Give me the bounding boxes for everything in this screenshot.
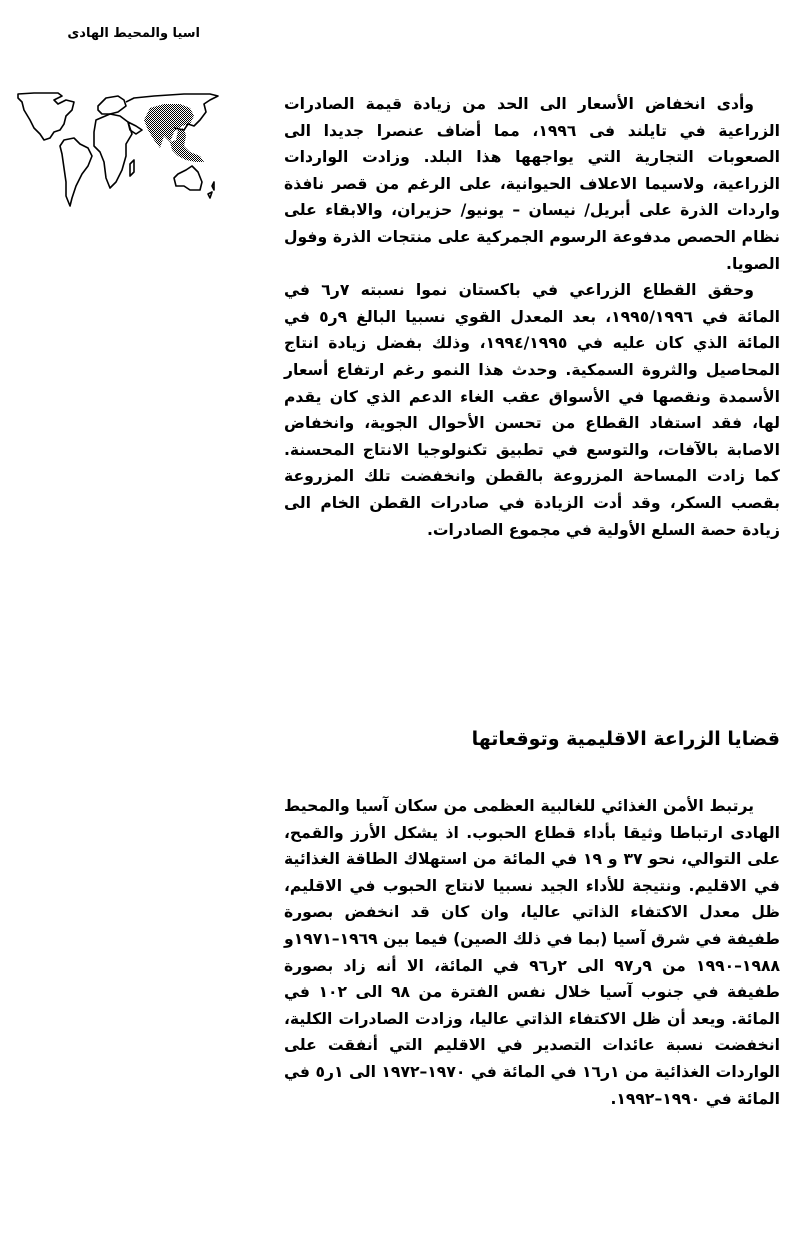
world-map-icon	[14, 90, 226, 230]
madagascar-outline	[130, 160, 134, 176]
africa-outline	[94, 114, 132, 188]
paragraph-food-security: يرتبط الأمن الغذائي للغالبية العظمى من سكان آسيا والمحيط الهادى ارتباطا وثيقا بأداء قطاع الحبوب. اذ يشكل الأرز والقمح، على التوالي، نحو ٣٧ و ١٩ في المائة من استهلاك الطاقة الغذائية في الاقليم. ونتيجة للأداء الجيد نسبيا لانتاج الحبوب في الاقليم، ظل معدل الاكتفاء الذاتي عاليا، وان كان قد انخفض بصورة طفيفة في شرق آسيا (بما في ذلك الصين) فيما بين ١٩٦٩–١٩٧١و ١٩٨٨–١٩٩٠ من ٩ر٩٧ الى ٢ر٩٦ في المائة، الا أنه زاد بصورة طفيفة في جنوب آسيا خلال نفس الفترة من ٩٨ الى ١٠٢ في المائة. ويعد أن ظل الاكتفاء الذاتي عاليا، وزادت الصادرات الكلية، انخفضت نسبة عائدات التصدير في الاقليم التي أنفقت على الواردات الغذائية من ١ر١٦ في المائة في ١٩٧٠–١٩٧٢ الى ١ر٥ في المائة في ١٩٩٠–١٩٩٢.	[284, 797, 780, 1108]
new-zealand-outline	[208, 182, 214, 198]
arabia-outline	[128, 122, 142, 134]
south-america-outline	[60, 138, 92, 206]
europe-outline	[98, 96, 126, 114]
paragraph-thailand-exports: وأدى انخفاض الأسعار الى الحد من زيادة قيمة الصادرات الزراعية في تايلند فى ١٩٩٦، مما أضاف عنصرا جديدا الى الصعوبات التجارية التي يواجهها هذا البلد. وزادت الواردات الزراعية، ولاسيما الاعلاف الحيوانية، على الرغم من قصر نافذة واردات الذرة على أبريل/ نيسان – يونيو/ حزيران، والابقاء على نظام الحصص مدفوعة الرسوم الجمركية على منتجات الذرة وفول الصويا.	[284, 95, 780, 273]
body-text-section-2	[284, 793, 780, 1112]
paragraph-pakistan-agriculture: وحقق القطاع الزراعي في باكستان نموا نسبته ٧ر٦ في المائة في ١٩٩٥/١٩٩٦، بعد المعدل القوي نسبيا البالغ ٩ر٥ في المائة الذي كان عليه في ١٩٩٤/١٩٩٥، وذلك بفضل زيادة انتاج المحاصيل والثروة السمكية. وحدث هذا النمو رغم ارتفاع أسعار الأسمدة ونقصها في الأسواق عقب الغاء الدعم الذي كان يقدم لها، فقد استفاد القطاع من تحسن الأحوال الجوية، وانخفاض الاصابة بالآفات، والتوسع في تطبيق تكنولوجيا الانتاج المحسنة. كما زادت المساحة المزروعة بالقطن وانخفضت تلك المزروعة بقصب السكر، وقد أدت الزيادة في صادرات القطن الخام الى زيادة حصة السلع الأولية في مجموع الصادرات.	[284, 281, 781, 539]
running-header: اسيا والمحيط الهادى	[67, 26, 200, 41]
body-text-section-1	[284, 91, 780, 543]
southeast-asia-highlight	[170, 128, 204, 162]
north-america-outline	[18, 93, 74, 140]
section-heading: قضايا الزراعة الاقليمية وتوقعاتها	[471, 728, 780, 750]
australia-outline	[174, 166, 202, 190]
